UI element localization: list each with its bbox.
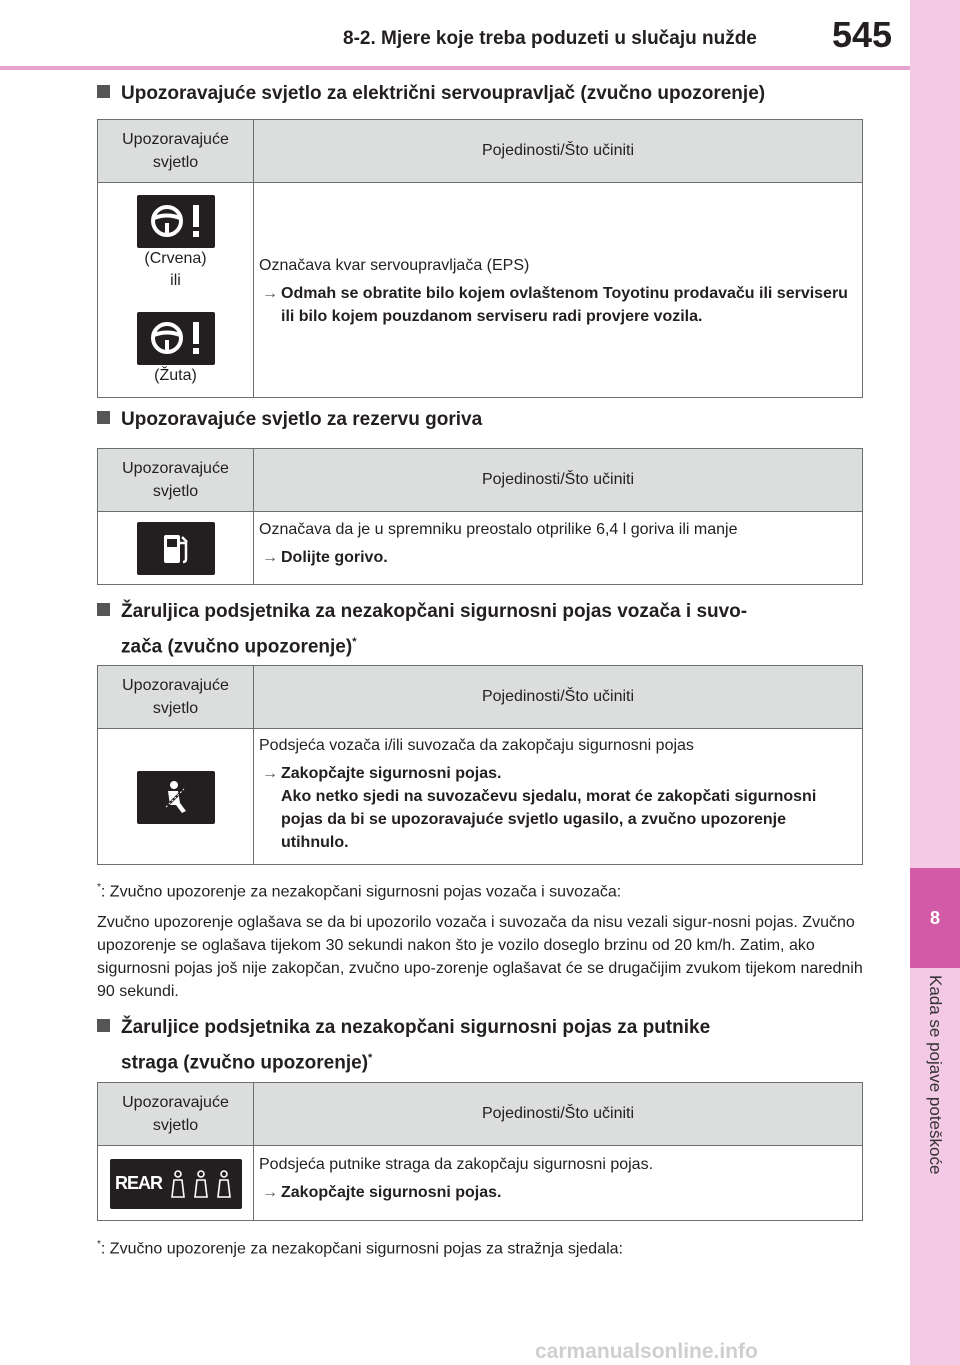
action-text: Zakopčajte sigurnosni pojas. [281, 1184, 502, 1201]
seatbelt-paragraph: Zvučno upozorenje oglašava se da bi upozorilo vozača i suvozača da nisu vezali sigur-nosni pojas. Zvučno upozorenje se oglašava tijekom 30 sekundi nakon što je vozilo doseglo brzinu od 20 km/h. Zatim, ako sigurnosni pojas još nije zakopčan, zvučno upo-zorenje oglašavat će se drugačijim zvukom tijekom narednih 90 sekundi. [97, 914, 863, 1000]
description-text: Označava da je u spremniku preostalo otprilike 6,4 l goriva ili manje [259, 521, 738, 538]
red-label: (Crvena) [144, 249, 207, 267]
warning-light-cell [98, 729, 254, 865]
header-col-details: Pojedinosti/Što učiniti [481, 1105, 635, 1122]
eps-warning-yellow-icon [137, 312, 215, 365]
watermark: carmanualsonline.info [535, 1340, 758, 1363]
table-row [98, 729, 862, 865]
action-text: Zakopčajte sigurnosni pojas. [281, 765, 502, 782]
chapter-title: 8-2. Mjere koje treba poduzeti u slučaju nužde [343, 28, 757, 49]
action-text: Odmah se obratite bilo kojem ovlaštenom Toyotinu prodavaču ili serviseru ili bilo kojem pouzdanom serviseru radi provjere vozila. [281, 284, 848, 325]
header-col-details: Pojedinosti/Što učiniti [481, 688, 635, 705]
bullet-square-icon [97, 411, 110, 424]
details-cell [254, 512, 862, 585]
table-row [98, 183, 862, 398]
details-cell [254, 183, 862, 398]
bullet-square-icon [97, 603, 110, 616]
table-seatbelt-rear [97, 1082, 863, 1221]
table-eps [97, 119, 863, 398]
chapter-number-tab[interactable]: 8 [910, 868, 960, 968]
header-divider [0, 66, 910, 70]
table-row [98, 1146, 862, 1221]
footnote-front: *: Zvučno upozorenje za nezakopčani sigurnosni pojas vozača i suvozača: [97, 882, 622, 901]
action-text: Dolijte gorivo. [281, 549, 388, 566]
arrow-right-icon: → [262, 765, 278, 782]
header-col-light: Upozoravajuće svjetlo [98, 666, 254, 728]
chapter-label: Kada se pojave poteškoće [926, 975, 945, 1175]
or-label: ili [170, 271, 181, 289]
action-detail-text: Ako netko sjedi na suvozačevu sjedalu, morat će zakopčati sigurnosni pojas da bi se upozoravajuće svjetlo ugasilo, a zvučno upozorenje utihnulo. [281, 788, 817, 851]
fuel-pump-icon [137, 522, 215, 575]
header-col-light: Upozoravajuće svjetlo [98, 449, 254, 511]
arrow-right-icon: → [262, 1184, 278, 1201]
section-heading-fuel: Upozoravajuće svjetlo za rezervu goriva [97, 405, 482, 435]
section-heading-seatbelt-front: Žaruljica podsjetnika za nezakopčani sigurnosni pojas vozača i suvo- zača (zvučno upozorenje)* [97, 597, 747, 662]
table-fuel [97, 448, 863, 585]
description-text: Označava kvar servoupravljača (EPS) [259, 256, 530, 274]
page-number: 545 [832, 14, 893, 55]
section-heading-eps: Upozoravajuće svjetlo za električni servoupravljač (zvučno upozorenje) [97, 79, 765, 109]
table-seatbelt-front [97, 665, 863, 865]
table-header [98, 449, 862, 512]
bullet-square-icon [97, 85, 110, 98]
warning-light-cell [98, 512, 254, 585]
arrow-right-icon: → [262, 284, 278, 302]
footnote-rear: *: Zvučno upozorenje za nezakopčani sigurnosni pojas za stražnja sjedala: [97, 1239, 623, 1258]
eps-warning-red-icon [137, 195, 215, 248]
seatbelt-icon [137, 771, 215, 824]
description-text: Podsjeća vozača i/ili suvozača da zakopčaju sigurnosni pojas [259, 737, 694, 754]
header-col-details: Pojedinosti/Što učiniti [481, 471, 635, 488]
arrow-right-icon: → [262, 549, 278, 566]
section-heading-seatbelt-rear: Žaruljice podsjetnika za nezakopčani sigurnosni pojas za putnike straga (zvučno upozorenje)* [97, 1013, 710, 1078]
header-col-light: Upozoravajuće svjetlo [98, 120, 254, 182]
warning-light-cell [98, 183, 254, 398]
bullet-square-icon [97, 1019, 110, 1032]
table-row [98, 512, 862, 585]
description-text: Podsjeća putnike straga da zakopčaju sigurnosni pojas. [259, 1156, 654, 1173]
header-col-details: Pojedinosti/Što učiniti [481, 142, 635, 159]
table-header [98, 120, 862, 183]
table-header [98, 1083, 862, 1146]
header-col-light: Upozoravajuće svjetlo [98, 1083, 254, 1145]
yellow-label: (Žuta) [154, 366, 197, 384]
table-header [98, 666, 862, 729]
details-cell [254, 729, 862, 865]
rear-seatbelt-icon: REAR [110, 1159, 242, 1209]
details-cell [254, 1146, 862, 1221]
warning-light-cell [98, 1146, 254, 1221]
